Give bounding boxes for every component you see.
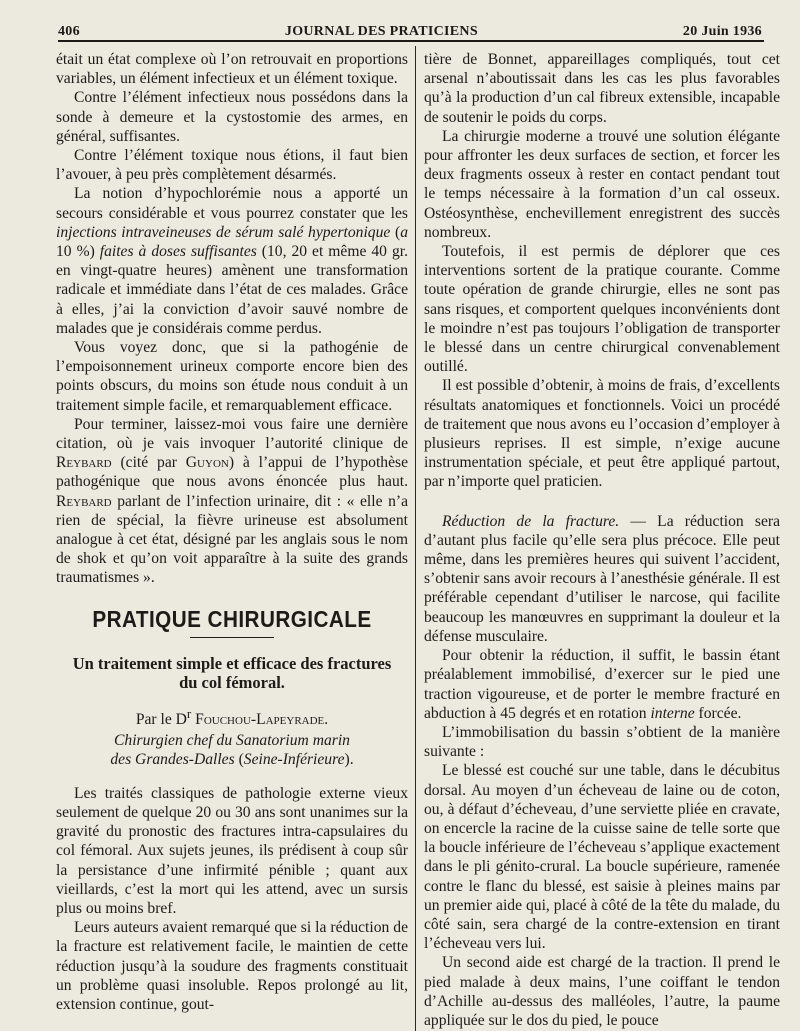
paragraph: était un état complexe où l’on retrouvait en proportions variables, un élément infectieux et un élément toxique. [56,51,408,88]
section-title: PRATIQUE CHIRURGICALE [92,605,372,632]
paragraph: Pour obtenir la réduction, il suffit, le bassin étant préalablement immobilisé, d’exercer sur le pied une traction vigoureuse, et de porter le membre fracturé en abduction à 45 degrés et en rotation interne forcée. [424,647,780,722]
author-name: Guyon [185,454,229,472]
left-column [56,50,408,1014]
column-divider [415,46,416,1031]
paragraph: tière de Bonnet, appareillages compliqués, tout cet arsenal n’aboutissait dans les cas les plus favorables qu’à la production d’un cal fibreux extensible, incapable de soutenir le poids du corps. [424,51,780,126]
author-affiliation: Chirurgien chef du Sanatorium marin des Grandes-Dalles (Seine-Inférieure). [110,732,354,769]
paragraph: Les traités classiques de pathologie externe vieux seulement de quelque 20 ou 30 ans sont unanimes sur la gravité du pronostic des fractures intra-capsulaires du col fémoral. Aux sujets jeunes, ils prédisent à coup sûr la persistance d’une infirmité pénible ; quant aux vieillards, c’est la mort qui les attend, avec un sursis plus ou moins bref. [56,784,408,917]
issue-date: 20 Juin 1936 [682,24,762,39]
byline: Par le $D^r$ Fouchou-Lapeyrade. [135,705,329,729]
paragraph: Un second aide est chargé de la traction. Il prend le pied malade à deux mains, l’une coiffant le tendon d’Achille au-dessus des malléoles, l’autre, la paume appliquée sur le dos du pied, le pouce [424,954,780,1029]
page-number: 406 [58,24,80,39]
article-title: Un traitement simple et efficace des fractures du col fémoral. [72,653,392,692]
paragraph: Pour terminer, laissez-moi vous faire une dernière citation, où je vais invoquer l’autorité clinique de Reybard (cité par Guyon) à l’appui de l’hypothèse pathogénique que nous avons énoncée plus haut. Reybard parlant de l’infection urinaire, dit : « elle n’a rien de spécial, la fièvre urineuse est absolument analogue à cet état, désigné par les anglais sous le nom de shok et qu’on voit apparaître à la suite des grands traumatismes ». [56,415,408,587]
right-column [424,50,780,1030]
section-rule [190,637,274,638]
paragraph: Vous voyez donc, que si la pathogénie de l’empoisonnement urineux comporte encore bien des points obscurs, du moins son étude nous conduit à un traitement simple facile, et remarquablement efficace. [56,339,408,414]
paragraph: La notion d’hypochlorémie nous a apporté un secours considérable et vous pourrez constater que les injections intraveineuses de sérum salé hypertonique (a 10 %) faites à doses suffisantes (10, 20 et même 40 gr. en vingt-quatre heures) amènent une transformation radicale et immédiate dans l’état de ces malades. Grâce à elles, j’ai la conviction d’avoir sauvé nombre de malades que je considérais comme perdus. [56,185,408,337]
subsection-heading: Réduction de la fracture. [442,512,620,530]
author-name: Reybard [56,454,112,472]
author-name: Reybard [56,492,112,510]
paragraph: La chirurgie moderne a trouvé une solution élégante pour affronter les deux surfaces de section, et forcer les deux fragments osseux à rester en contact pendant tout le temps nécessaire à la formation d’un cal osseux. Ostéosynthèse, enchevillement enregistrent des succès nombreux. [424,127,780,241]
header-rule [58,40,764,42]
paragraph: Contre l’élément infectieux nous possédons dans la sonde à demeure et la cystostomie des armes, en général, suffisantes. [56,89,408,145]
paragraph: Leurs auteurs avaient remarqué que si la réduction de la fracture est relativement facile, le maintien de cette réduction jusqu’à la soudure des fragments constituait un problème quasi insoluble. Repos prolongé au lit, extension continue, gout- [56,919,408,1013]
paragraph: Le blessé est couché sur une table, dans le décubitus dorsal. Au moyen d’un écheveau de laine ou de coton, ou, à défaut d’écheveau, d’une serviette pliée en cravate, on encercle la racine de la cuisse saine de telle sorte que la boucle inférieure de l’écheveau s’applique exactement dans le pli génito-crural. La boucle supérieure, ramenée contre le flanc du blessé, est saisie à pleines mains par un premier aide qui, placé à côté de la tête du malade, du côté sain, sera chargé de la contre-extension en tirant l’écheveau vers lui. [424,762,780,953]
journal-title: JOURNAL DES PRATICIENS [284,24,478,39]
paragraph: L’immobilisation du bassin s’obtient de la manière suivante : [424,723,780,761]
paragraph: Réduction de la fracture. — La réduction sera d’autant plus facile qu’elle sera plus précoce. Elle peut même, dans les premières heures qui suivent l’accident, s’obtenir sans avoir recours à l’anesthésie générale. Il est préférable cependant d’utiliser le narcose, qui facilite beaucoup les manœuvres en supprimant la douleur et la défense musculaire. [424,512,780,645]
running-header [58,14,762,40]
paragraph: Il est possible d’obtenir, à moins de frais, d’excellents résultats anatomiques et fonctionnels. Voici un procédé de traitement que nous avons eu l’occasion d’employer à plusieurs reprises. Il est simple, n’exige aucune instrumentation spéciale, et peut être appliqué partout, par n’importe quel praticien. [424,377,780,491]
paragraph: Toutefois, il est permis de déplorer que ces interventions sortent de la pratique courante. Comme toute opération de grande chirurgie, elles ne sont pas sans risques, et comportent quelques inconvénients dont le moindre n’est pas toujours l’obligation de transporter le blessé dans un centre chirurgical convenablement outillé. [424,243,780,376]
paragraph: Contre l’élément toxique nous étions, il faut bien l’avouer, à peu près complètement désarmés. [56,147,408,184]
